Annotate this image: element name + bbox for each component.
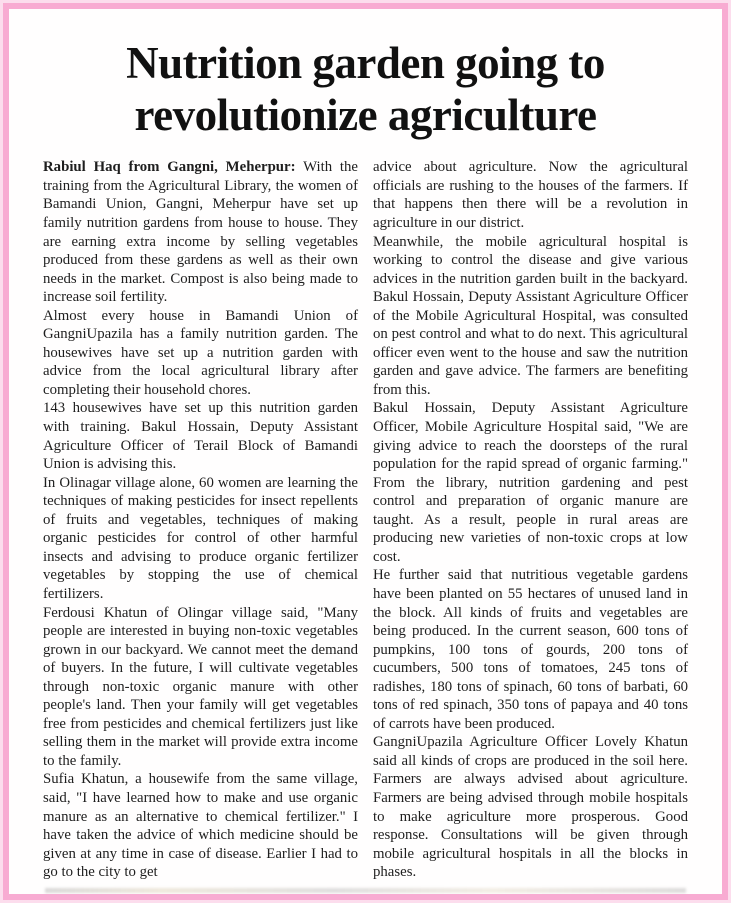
paragraph: Bakul Hossain, Deputy Assistant Agriculture Officer, Mobile Agriculture Hospital said, "We are giving advice to reach the doorsteps of the rural population for the rapid spread of organic farming." From the library, nutrition gardening and pest control and preparation of organic manure are taught. As a result, people in rural areas are producing new varieties of non-toxic crops at low cost. (373, 400, 688, 565)
article-headline (43, 37, 688, 141)
headline-line-1: Nutrition garden going to (126, 38, 605, 88)
pink-page-border (3, 3, 728, 900)
paragraph: In Olinagar village alone, 60 women are learning the techniques of making pesticides for insect repellents of fruits and vegetables, techniques of making organic pesticides for control of other harmful insects and advising to produce organic fertilizer vegetables by stopping the use of chemical fertilizers. (43, 474, 358, 602)
right-column (373, 158, 688, 881)
paragraph: Sufia Khatun, a housewife from the same village, said, "I have learned how to make and use organic manure as an alternative to chemical fertilizer." I have taken the advice of which medicine should be given at any time in case of disease. Earlier I had to go to the city to get (43, 771, 358, 881)
paragraph: GangniUpazila Agriculture Officer Lovely Khatun said all kinds of crops are produced in the soil here. Farmers are always advised about agriculture. Farmers are being advised through mobile hospitals to make agriculture more prosperous. Good response. Consultations will be given through mobile agricultural hospitals in all the blocks in phases. (373, 734, 688, 881)
paragraph: advice about agriculture. Now the agricultural officials are rushing to the houses of the farmers. If that happens then there will be a revolution in agriculture in our district. (373, 159, 688, 232)
article-content (9, 9, 722, 894)
left-column (43, 158, 358, 881)
headline-line-2: revolutionize agriculture (134, 90, 597, 141)
paragraph-text: With the training from the Agricultural Library, the women of Bamandi Union, Gangni, Meherpur have set up family nutrition gardens from house to house. They are earning extra income by selling vegetables produced from these gardens as well as their own needs in the market. Compost is also being made to increase soil fertility. (43, 159, 358, 306)
paragraph: 143 housewives have set up this nutrition garden with training. Bakul Hossain, Deputy Assistant Agriculture Officer of Terail Block of Bamandi Union is advising this. (43, 400, 358, 473)
cutoff-content-below (45, 888, 686, 893)
article-body (43, 158, 688, 881)
paragraph: He further said that nutritious vegetable gardens have been planted on 55 hectares of unused land in the block. All kinds of fruits and vegetables are being produced. In the current season, 600 tons of pumpkins, 100 tons of gourds, 200 tons of cucumbers, 500 tons of tomatoes, 245 tons of radishes, 180 tons of spinach, 60 tons of barbati, 60 tons of red spinach, 350 tons of papaya and 40 tons of carrots have been produced. (373, 567, 688, 732)
paragraph (43, 158, 358, 306)
paragraph: Ferdousi Khatun of Olingar village said, "Many people are interested in buying non-toxic vegetables grown in our backyard. We cannot meet the demand of buyers. In the future, I will cultivate vegetables through non-toxic organic manure with other people's land. Then your family will get vegetables free from pesticides and chemical fertilizers just like selling them in the market will provide extra income to the family. (43, 604, 358, 769)
paragraph: Almost every house in Bamandi Union of GangniUpazila has a family nutrition garden. The housewives have set up a nutrition garden with advice from the local agricultural library after completing their household chores. (43, 307, 358, 398)
byline-lead: Rabiul Haq from Gangni, Meherpur: (43, 159, 296, 176)
paragraph: Meanwhile, the mobile agricultural hospital is working to control the disease and give various advices in the nutrition garden built in the backyard. Bakul Hossain, Deputy Assistant Agriculture Officer of the Mobile Agricultural Hospital, was consulted on pest control and what to do next. This agricultural officer even went to the house and saw the nutrition garden and gave advice. The farmers are benefiting from this. (373, 233, 688, 398)
